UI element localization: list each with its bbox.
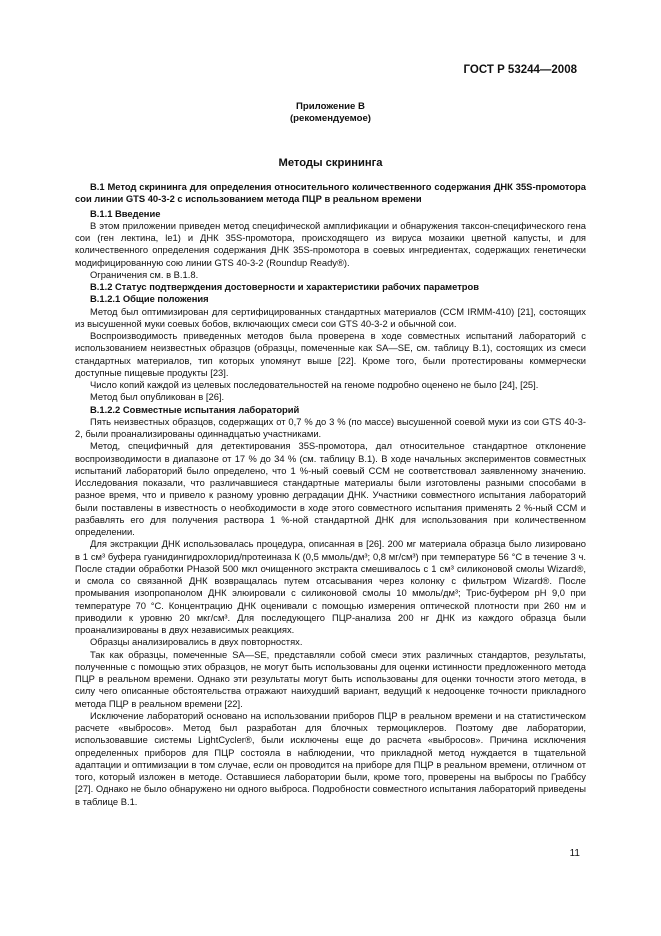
status-paragraph-1: Метод был оптимизирован для сертифицированных стандартных материалов (ССМ IRMM-410) [21], состоящих из высушенной муки соевых бобов, включающих смеси сои GTS 40-3-2 и обычной сои. <box>75 305 586 329</box>
document-body <box>75 181 586 808</box>
annex-title: Приложение В <box>296 101 365 112</box>
standard-number: ГОСТ Р 53244—2008 <box>463 64 577 76</box>
page-number: 11 <box>569 848 580 859</box>
status-paragraph-2: Воспроизводимость приведенных методов была проверена в ходе совместных испытаний лабораторий с использованием неизвестных образцов (образцы, помеченные как SA—SE, см. таблицу В.1), состоящих из смеси стандартных материалов, тип которых упомянут выше [22]. Кроме того, были протестированы коммерчески доступные пищевые продукты [23]. <box>75 330 586 378</box>
status-paragraph-6: Метод, специфичный для детектирования 35S-промотора, дал относительное стандартное отклонение воспроизводимости в диапазоне от 17 % до 34 % (см. таблицу В.1). В ходе начальных экспериментов совместных испытаний лабораторий было определено, что 1 %-ный соевый ССМ не соответствовал заявленному значению. Исследования показали, что различавшиеся стандартные материалы были изготовлены разными способами в разное время, что и привело к разному уровню деградации ДНК. Участники совместного испытания лабораторий были поставлены в известность о необходимости в ходе этого совместного испытания применять 2 %-ный ССМ и разбавлять его для получения раствора 1 %-ной стандартной ДНК для использования при количественном определении. <box>75 440 586 537</box>
status-paragraph-8: Образцы анализировались в двух повторностях. <box>90 636 303 648</box>
status-paragraph-10: Исключение лабораторий основано на использовании приборов ПЦР в реальном времени и на статистическом расчете «выбросов». Метод был разработан для блочных термоциклеров. Поэтому две лаборатории, использовавшие системы LightCycler®, были исключены еще до расчета «выбросов». Причина исключения определенных приборов для ПЦР состояла в наблюдении, что прикладной метод нуждается в тщательной адаптации и оптимизации в том случае, если он проводится на приборе для ПЦР в реальном времени, отличном от того, который изложен в методе. Оставшиеся лаборатории были, кроме того, проверены на выбросы по Граббсу [27]. Однако не было обнаружено ни одного выброса. Подробности совместного испытания лабораторий приведены в таблице В.1. <box>75 709 586 807</box>
annex-kind: (рекомендуемое) <box>289 113 371 124</box>
intro-paragraph-1: В этом приложении приведен метод специфической амплификации и обнаружения таксон-специфического гена сои (ген лектина, le1) и ДНК 35S-промотора, происходящего из вируса мозаики цветной капусты, и для количественного определения содержания ДНК 35S-промотора в соевых ингредиентах, содержащих генетически модифицированную сою линии GTS 40-3-2 (Roundup Ready®). <box>75 219 586 268</box>
status-paragraph-9: Так как образцы, помеченные SA—SE, представляли собой смеси этих различных стандартов, результаты, полученные с помощью этих образцов, не могут быть использованы для оценки истинности предложенного метода ПЦР в реальном времени. Однако эти результаты могут быть использованы для оценки точности этого метода, в силу чего описанные обстоятельства отражают наихудший вариант, ведущий к недооценке точности прикладного метода ПЦР в реальном времени [22]. <box>75 648 586 709</box>
intro-heading: В.1.1 Введение <box>90 207 161 219</box>
main-title: Методы скрининга <box>278 157 383 169</box>
section-heading: В.1 Метод скрининга для определения относительного количественного содержания ДНК 35S-промотора сои линии GTS 40-3-2 с использованием метода ПЦР в реальном времени <box>75 181 586 205</box>
collab-heading: В.1.2.2 Совместные испытания лабораторий <box>90 403 300 415</box>
status-paragraph-3: Число копий каждой из целевых последовательностей на геноме подробно оценено не было [24], [25]. <box>90 379 539 390</box>
status-paragraph-7: Для экстракции ДНК использовалась процедура, описанная в [26]. 200 мг материала образца было лизировано в 1 см³ буфера гуанидингидрохлорид/протеиназа К (0,5 ммоль/дм³; 0,8 мг/см³) при температуре 56 °С в течение 3 ч. После стадии обработки РНазой 500 мкл очищенного экстракта смешивалось с 1 см³ силиконовой смолы Wizard®, и смола со связанной ДНК возвращалась путем отсасывания через колонку с фильтром Wizard®. После промывания изопропанолом ДНК элюировали с силиконовой смолы 10 ммоль/дм³; Трис-буфером рН 9,0 при температуре 70 °С. Концентрацию ДНК оценивали с помощью измерения оптической плотности при 260 нм и приводили к уровню 20 мкг/см³. Для последующего ПЦР-анализа 200 нг ДНК из каждого образца были проанализированы в двух независимых реакциях. <box>75 538 586 635</box>
status-paragraph-5: Пять неизвестных образцов, содержащих от 0,7 % до 3 % (по массе) высушенной соевой муки из сои GTS 40-3-2, были проанализированы одиннадцатью участниками. <box>75 415 586 439</box>
status-paragraph-4: Метод был опубликован в [26]. <box>90 391 225 403</box>
intro-paragraph-2: Ограничения см. в В.1.8. <box>90 268 199 280</box>
status-heading: В.1.2 Статус подтверждения достоверности и характеристики рабочих параметров <box>90 281 480 292</box>
general-heading: В.1.2.1 Общие положения <box>90 293 209 305</box>
